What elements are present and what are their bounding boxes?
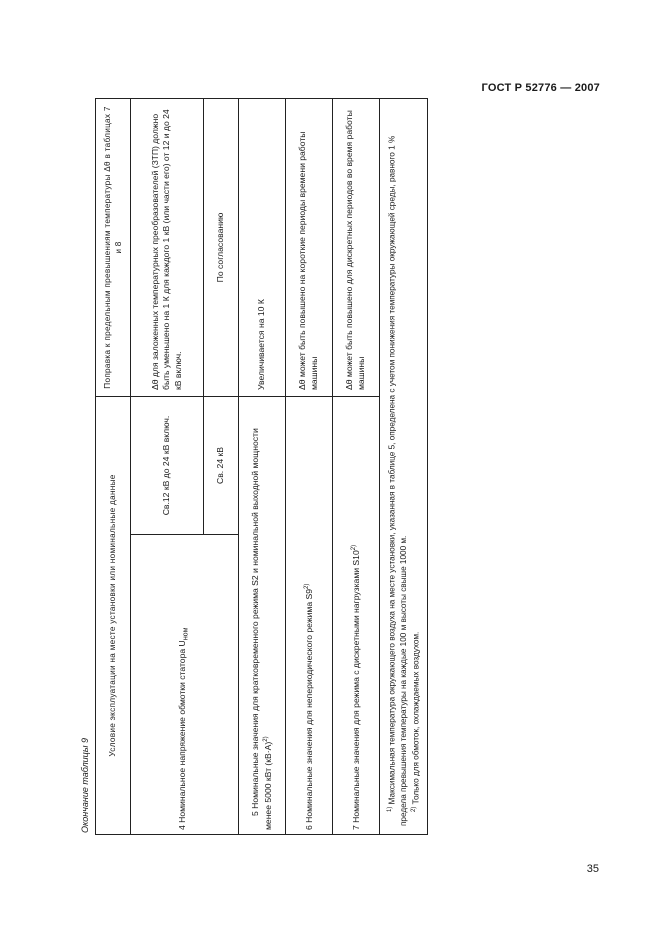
footnote-1-mark: 1) — [387, 806, 393, 812]
row-4-voltage-1: Св.12 кВ до 24 кВ включ. — [131, 396, 204, 534]
row-7-correction: Δθ может быть повышено для дискретных периодов во время работы машины — [333, 98, 380, 396]
footnote-1 — [386, 107, 409, 826]
table-caption: Окончание таблицы 9 — [80, 738, 90, 833]
table-row — [131, 98, 204, 834]
row-6-correction: Δθ может быть повышено на короткие периоды времени работы машины — [286, 98, 333, 396]
row-7-condition — [333, 396, 380, 834]
row-4-condition — [131, 535, 239, 835]
row-5-condition — [239, 396, 286, 834]
header-conditions: Условие эксплуатации на месте установки или номинальные данные — [96, 396, 131, 834]
table-row — [286, 98, 333, 834]
row-7-footnote-mark: 2) — [350, 544, 357, 551]
row-7-condition-text: 7 Номинальные значения для режима с дискретными нагрузками S10 — [350, 550, 361, 830]
row-5-footnote-mark: 2) — [262, 736, 269, 742]
footnotes-cell — [380, 98, 428, 834]
header-correction: Поправка к предельным превышениям температуры Δθ в таблицах 7 и 8 — [96, 98, 131, 396]
footnote-2 — [410, 107, 422, 826]
table-row — [333, 98, 380, 834]
row-6-condition-text: 6 Номинальные значения для непериодического режима S9 — [303, 588, 314, 830]
rotated-table-block — [75, 95, 421, 835]
row-4-voltage-2: Св. 24 кВ — [204, 396, 239, 534]
page-number: 35 — [586, 863, 599, 875]
row-4-correction-2: По согласованию — [204, 98, 239, 396]
footnotes-row — [380, 98, 428, 834]
row-6-condition — [286, 396, 333, 834]
row-4-condition-sub: ном — [182, 627, 191, 641]
standard-code: ГОСТ Р 52776 — 2007 — [481, 82, 600, 94]
row-4-condition-text: 4 Номинальное напряжение обмотки статора U — [177, 640, 188, 830]
footnote-2-text: Только для обмоток, охлаждаемых воздухом. — [411, 631, 421, 805]
footnote-2-mark: 2) — [410, 806, 417, 812]
row-5-condition-text: 5 Номинальные значения для кратковременного режима S2 и номинальной выходной мощности менее 5000 кВт (кВ·А) — [249, 428, 273, 830]
table-row — [239, 98, 286, 834]
footnote-1-text: Максимальная температура окружающего воздуха на месте установки, указанная в таблице 5, определена с учетом понижения температуры окружающей среды, равного 1 % предела превышения температуры на каждые 100 м высоты свыше 1000 м. — [387, 135, 408, 826]
row-5-correction: Увеличивается на 10 К — [239, 98, 286, 396]
table-header-row — [96, 98, 131, 834]
row-4-correction-1: Δθ для заложенных температурных преобразователей (ЗТП) должно быть уменьшено на 1 К для каждого 1 кВ (или части его) от 12 и до 24 кВ включ. — [131, 98, 204, 396]
table-9-continuation — [95, 98, 428, 835]
row-6-footnote-mark: 2) — [303, 583, 310, 589]
